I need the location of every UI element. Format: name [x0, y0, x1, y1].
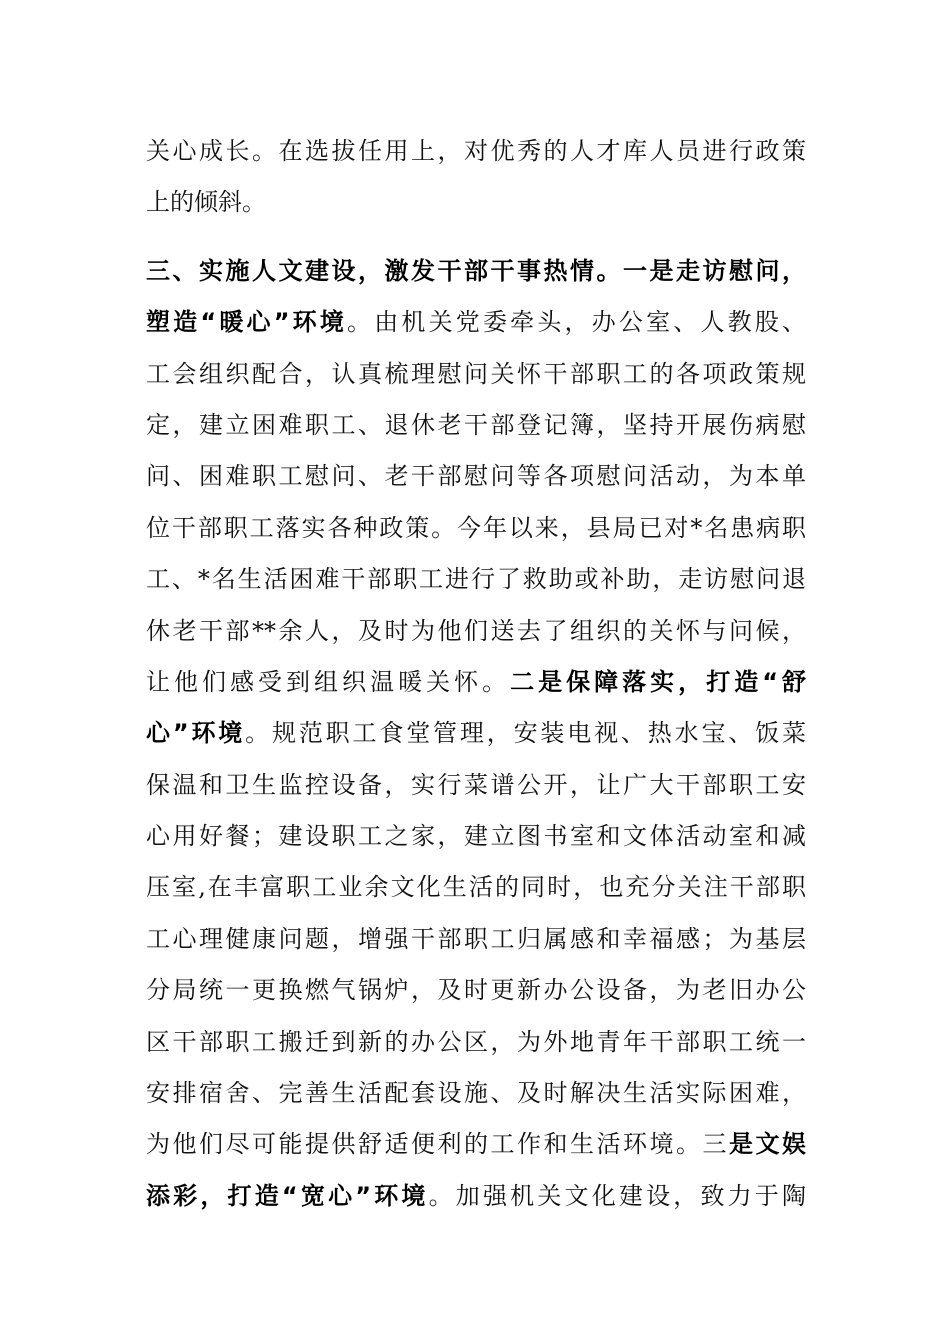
text-segment: 。由机关党委牵头，办公室、人教股、 [347, 308, 806, 337]
paragraph-1-line-2: 上的倾斜。 [146, 188, 266, 217]
text-segment: 。加强机关文化建设，致力于陶 [428, 1181, 807, 1210]
section-heading-line: 三、实施人文建设，激发干部干事热情。一是走访慰问， [146, 256, 806, 285]
paragraph-2-line-14: 工心理健康问题，增强干部职工归属感和幸福感；为基层 [146, 924, 806, 953]
paragraph-2-line-4: 定，建立困难职工、退休老干部登记簿，坚持开展伤病慰 [146, 410, 806, 439]
paragraph-1-line-1: 关心成长。在选拔任用上，对优秀的人才库人员进行政策 [146, 137, 806, 165]
paragraph-2-line-15: 分局统一更换燃气锅炉，及时更新办公设备，为老旧办公 [146, 976, 806, 1005]
paragraph-2-line-17: 安排宿舍、完善生活配套设施、及时解决生活实际困难， [146, 1079, 806, 1108]
text-segment: 为他们尽可能提供舒适便利的工作和生活环境。三 [146, 1130, 729, 1159]
subheading-broad-heart: 是文娱 [729, 1130, 806, 1159]
paragraph-2-line-10 [146, 708, 806, 759]
paragraph-spacer [146, 229, 806, 246]
paragraph-2-line-9 [146, 657, 806, 708]
paragraph-2-line-18 [146, 1119, 806, 1170]
paragraph-2-line-8: 休老干部**余人，及时为他们送去了组织的关怀与问候， [146, 616, 806, 645]
paragraph-2-line-13: 压室,在丰富职工业余文化生活的同时，也充分关注干部职 [146, 873, 806, 902]
subheading-broad-heart-cont: 添彩，打造“宽心”环境 [146, 1181, 429, 1210]
subheading-comfort-heart: 二是保障落实，打造“舒 [510, 667, 806, 696]
paragraph-2-line-5: 问、困难职工慰问、老干部慰问等各项慰问活动，为本单 [146, 462, 806, 491]
subheading-warm-heart: 塑造“暖心”环境 [146, 308, 348, 337]
paragraph-2-line-7: 工、*名生活困难干部职工进行了救助或补助，走访慰问退 [146, 565, 806, 594]
paragraph-2-line-16: 区干部职工搬迁到新的办公区，为外地青年干部职工统一 [146, 1027, 806, 1056]
text-segment: 让他们感受到组织温暖关怀。 [146, 667, 511, 696]
paragraph-2-line-11: 保温和卫生监控设备，实行菜谱公开，让广大干部职工安 [146, 770, 806, 799]
paragraph-2-line-19 [146, 1171, 806, 1222]
text-segment: 。规范职工食堂管理，安装电视、热水宝、饭菜 [245, 719, 807, 748]
paragraph-2-line-2 [146, 297, 806, 348]
paragraph-2-line-3: 工会组织配合，认真梳理慰问关怀干部职工的各项政策规 [146, 359, 806, 388]
paragraph-2-line-12: 心用好餐；建设职工之家，建立图书室和文体活动室和减 [146, 822, 806, 851]
paragraph-2-line-6: 位干部职工落实各种政策。今年以来，县局已对*名患病职 [146, 513, 806, 542]
document-body [146, 126, 806, 1222]
subheading-comfort-heart-cont: 心”环境 [146, 719, 246, 748]
